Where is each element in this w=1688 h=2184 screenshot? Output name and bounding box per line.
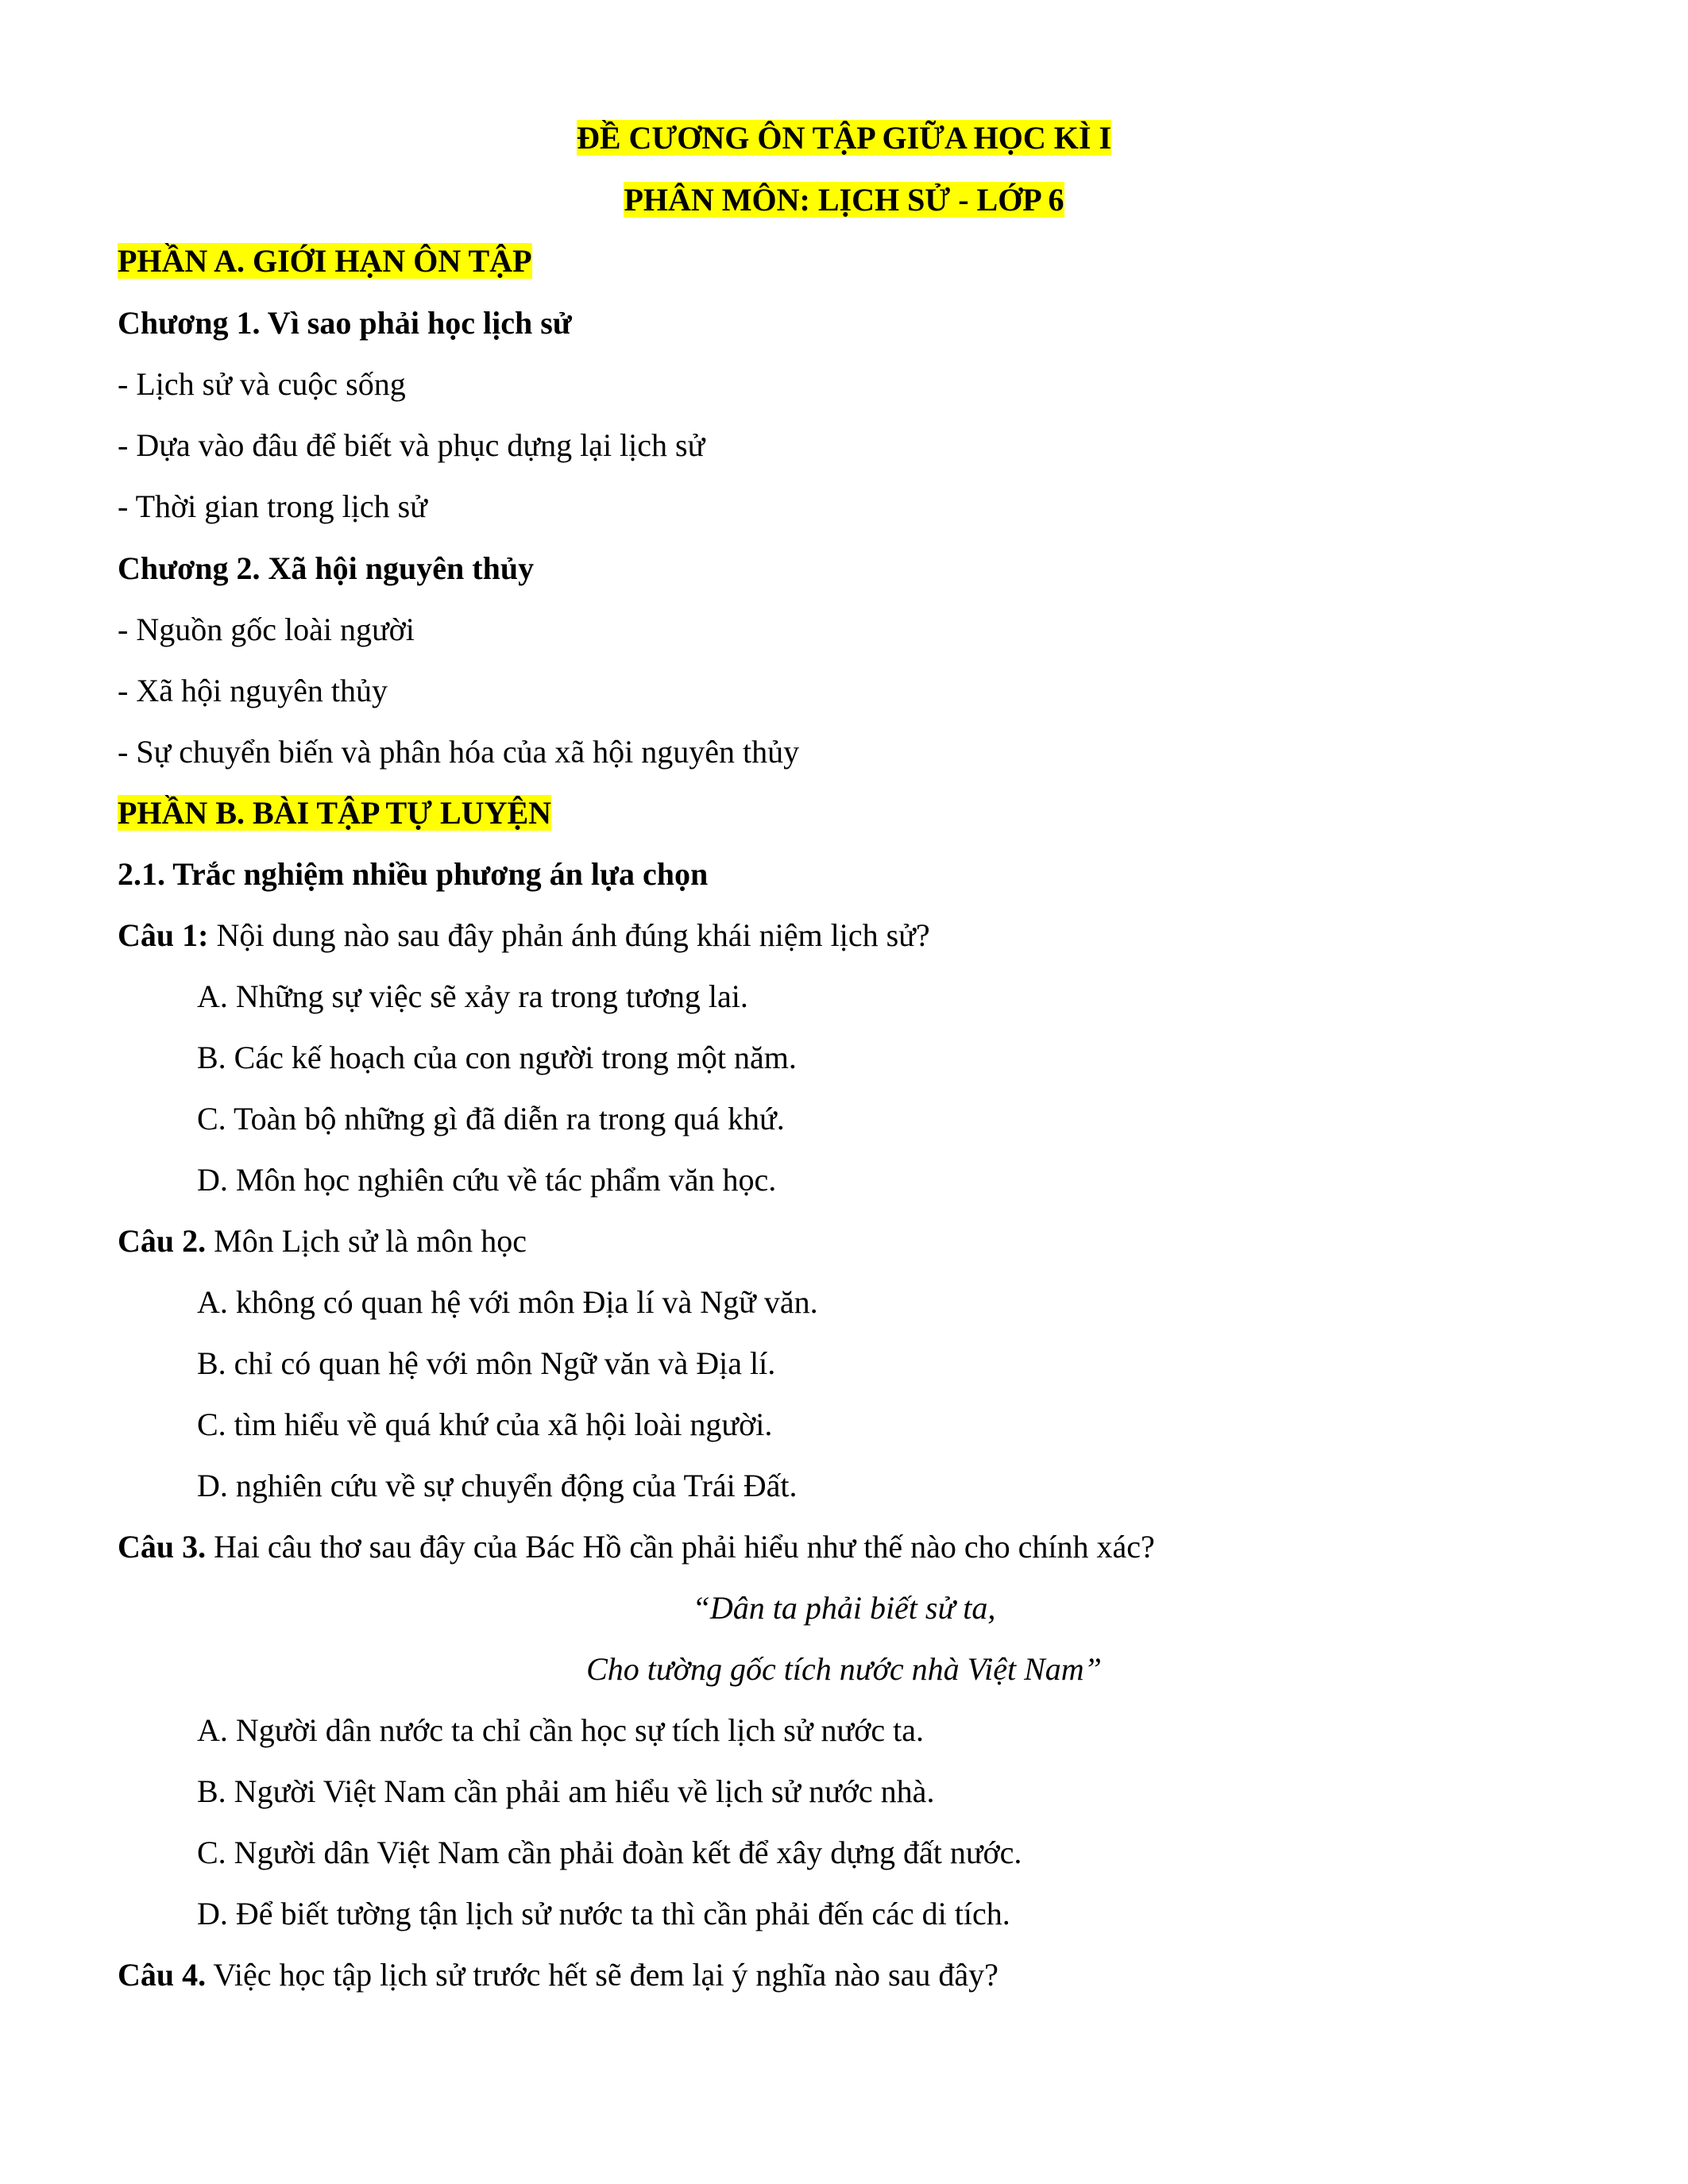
document-subtitle: PHÂN MÔN: LỊCH SỬ - LỚP 6 [624,182,1064,218]
question-1-option-b: B. Các kế hoạch của con người trong một năm. [197,1040,797,1075]
section-title: 2.1. Trắc nghiệm nhiều phương án lựa chọn [118,856,709,892]
poem-line: “Dân ta phải biết sử ta, [692,1590,996,1626]
question-3 [118,1526,1570,1568]
part-a-heading: PHẦN A. GIỚI HẠN ÔN TẬP [118,243,532,279]
chapter-2-title: Chương 2. Xã hội nguyên thủy [118,550,535,586]
question-2-option-b: B. chỉ có quan hệ với môn Ngữ văn và Địa lí. [197,1345,776,1381]
question-1-option-d: D. Môn học nghiên cứu về tác phẩm văn học. [197,1162,777,1198]
question-1-option-c: C. Toàn bộ những gì đã diễn ra trong quá khứ. [197,1101,785,1136]
question-label: Câu 1: [118,917,209,953]
chapter-1-item: - Thời gian trong lịch sử [118,488,427,524]
question-3-option-d: D. Để biết tường tận lịch sử nước ta thì cần phải đến các di tích. [197,1896,1010,1931]
question-1-option-a: A. Những sự việc sẽ xảy ra trong tương lai. [197,978,748,1014]
question-3-option-b: B. Người Việt Nam cần phải am hiểu về lịch sử nước nhà. [197,1773,935,1809]
question-label: Câu 2. [118,1223,207,1259]
chapter-1-title: Chương 1. Vì sao phải học lịch sử [118,305,572,341]
question-3-option-a: A. Người dân nước ta chỉ cần học sự tích lịch sử nước ta. [197,1712,924,1748]
question-text: Nội dung nào sau đây phản ánh đúng khái niệm lịch sử? [208,917,930,953]
question-text: Việc học tập lịch sử trước hết sẽ đem lại ý nghĩa nào sau đây? [206,1957,999,1993]
question-2 [118,1221,1570,1262]
chapter-2-item: - Nguồn gốc loài người [118,612,415,647]
question-3-option-c: C. Người dân Việt Nam cần phải đoàn kết để xây dựng đất nước. [197,1835,1022,1870]
chapter-1-item: - Dựa vào đâu để biết và phục dựng lại lịch sử [118,427,705,463]
question-label: Câu 3. [118,1529,207,1565]
question-2-option-a: A. không có quan hệ với môn Địa lí và Ngữ văn. [197,1284,818,1320]
poem-line: Cho tường gốc tích nước nhà Việt Nam” [586,1651,1102,1687]
question-2-option-c: C. tìm hiểu về quá khứ của xã hội loài người. [197,1406,773,1442]
question-label: Câu 4. [118,1957,207,1993]
part-b-heading: PHẦN B. BÀI TẬP TỰ LUYỆN [118,795,552,831]
question-1 [118,915,1570,956]
chapter-1-item: - Lịch sử và cuộc sống [118,366,406,402]
question-text: Môn Lịch sử là môn học [206,1223,527,1259]
chapter-2-item: - Xã hội nguyên thủy [118,673,388,708]
question-4 [118,1954,1570,1996]
chapter-2-item: - Sự chuyển biến và phân hóa của xã hội nguyên thủy [118,734,800,770]
question-2-option-d: D. nghiên cứu về sự chuyển động của Trái Đất. [197,1468,798,1503]
question-text: Hai câu thơ sau đây của Bác Hồ cần phải hiểu như thế nào cho chính xác? [206,1529,1155,1565]
document-title: ĐỀ CƯƠNG ÔN TẬP GIỮA HỌC KÌ I [576,120,1112,156]
